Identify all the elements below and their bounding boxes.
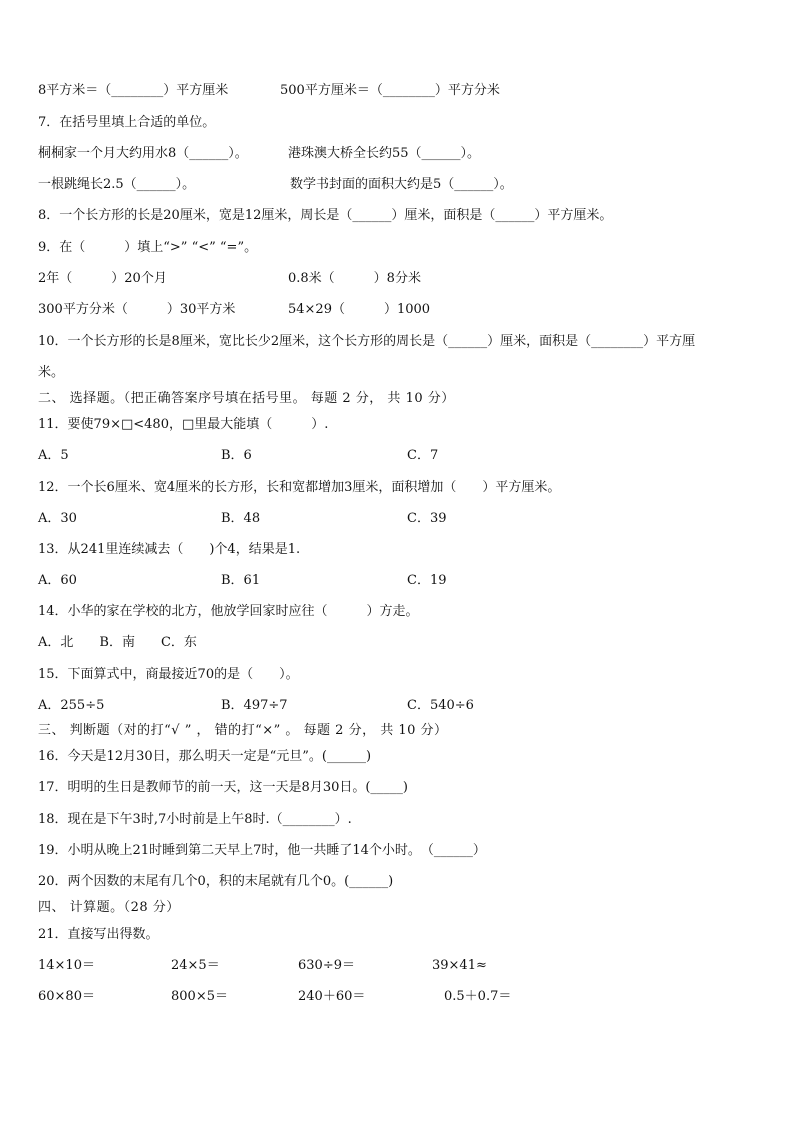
calc-item: 240＋60＝: [298, 989, 366, 1004]
q13-options: [38, 572, 447, 590]
q21-text: 21．直接写出得数。: [38, 927, 159, 942]
calc-item: 60×80＝: [38, 989, 95, 1004]
q12-option-a: A．30: [38, 511, 77, 526]
q11-option-b: B．6: [221, 448, 252, 463]
q7-title: 7．在括号里填上合适的单位。: [38, 115, 216, 130]
q7-d-text: 数学书封面的面积大约是5（______）。: [290, 177, 513, 192]
q20-text: 20．两个因数的末尾有几个0，积的末尾就有几个0。(______): [38, 874, 394, 889]
q15-options: [38, 697, 474, 715]
q14-text: 14．小华的家在学校的北方，他放学回家时应往（ ）方走。: [38, 604, 419, 619]
q15-option-a: A．255÷5: [38, 698, 105, 713]
q9-c-text: 300平方分米（ ）30平方米: [38, 302, 236, 317]
q12-options: [38, 510, 447, 528]
q10-line-1: 10．一个长方形的长是8厘米，宽比长少2厘米，这个长方形的周长是（______）厘米，面积是（________）平方厘: [38, 334, 696, 349]
q9-title: 9．在（ ）填上“>” “<” “=”。: [38, 240, 258, 255]
q13-option-c: C．19: [407, 573, 447, 588]
q9-d-text: 54×29（ ）1000: [288, 302, 431, 317]
calc-item: 800×5＝: [171, 989, 228, 1004]
q17-text: 17．明明的生日是教师节的前一天，这一天是8月30日。(_____): [38, 780, 408, 795]
q11-option-c: C．7: [407, 448, 439, 463]
calc-row-2: [38, 988, 512, 1006]
q6-b-text: 500平方厘米＝（________）平方分米: [280, 83, 500, 98]
q7-b-text: 港珠澳大桥全长约55（______）。: [288, 146, 481, 161]
q19-text: 19．小明从晚上21时睡到第二天早上7时，他一共睡了14个小时。 （______）: [38, 843, 486, 858]
q12-text: 12．一个长6厘米、宽4厘米的长方形，长和宽都增加3厘米，面积增加（ ）平方厘米。: [38, 480, 561, 495]
q15-text: 15．下面算式中，商最接近70的是（ ）。: [38, 667, 299, 682]
q18-text: 18．现在是下午3时,7小时前是上午8时.（________）.: [38, 812, 352, 827]
section-4-heading: 四、 计算题。（28 分）: [38, 900, 180, 915]
q7-row-2: [38, 176, 513, 194]
q14-options: A．北 B．南 C．东: [38, 635, 197, 650]
q9-row-2: [38, 301, 431, 319]
q15-option-b: B．497÷7: [221, 698, 288, 713]
calc-item: 630÷9＝: [298, 958, 355, 973]
calc-item: 0.5＋0.7＝: [444, 989, 512, 1004]
q7-c-text: 一根跳绳长2.5（______）。: [38, 177, 196, 192]
q13-option-b: B．61: [221, 573, 261, 588]
q7-a-text: 桐桐家一个月大约用水8（______）。: [38, 146, 248, 161]
calc-row-1: [38, 957, 487, 975]
calc-item: 39×41≈: [432, 958, 487, 973]
q10-line-2: 米。: [38, 365, 65, 380]
calc-item: 14×10＝: [38, 958, 95, 973]
calc-item: 24×5＝: [171, 958, 220, 973]
q6-line: [38, 82, 500, 100]
q9-row-1: [38, 270, 421, 288]
q11-option-a: A．5: [38, 448, 69, 463]
q12-option-c: C．39: [407, 511, 447, 526]
q15-option-c: C．540÷6: [407, 698, 474, 713]
q16-text: 16．今天是12月30日，那么明天一定是“元旦”。(______): [38, 749, 372, 764]
q11-text: 11．要使79×□<480，□里最大能填（ ）.: [38, 417, 329, 432]
q11-options: [38, 447, 439, 465]
q7-row-1: [38, 145, 481, 163]
q13-option-a: A．60: [38, 573, 77, 588]
q9-b-text: 0.8米（ ）8分米: [288, 271, 421, 286]
q12-option-b: B．48: [221, 511, 261, 526]
section-3-heading: 三、 判断题（对的打“√ ” ， 错的打“×” 。 每题 2 分， 共 10 分）: [38, 723, 448, 738]
q8-text: 8．一个长方形的长是20厘米，宽是12厘米，周长是（______）厘米，面积是（______）平方厘米。: [38, 208, 613, 223]
q6-a-text: 8平方米＝（________）平方厘米: [38, 83, 229, 98]
q9-a-text: 2年（ ）20个月: [38, 271, 167, 286]
q13-text: 13．从241里连续减去（ )个4，结果是1.: [38, 542, 301, 557]
section-2-heading: 二、 选择题。（把正确答案序号填在括号里。 每题 2 分， 共 10 分）: [38, 391, 455, 406]
